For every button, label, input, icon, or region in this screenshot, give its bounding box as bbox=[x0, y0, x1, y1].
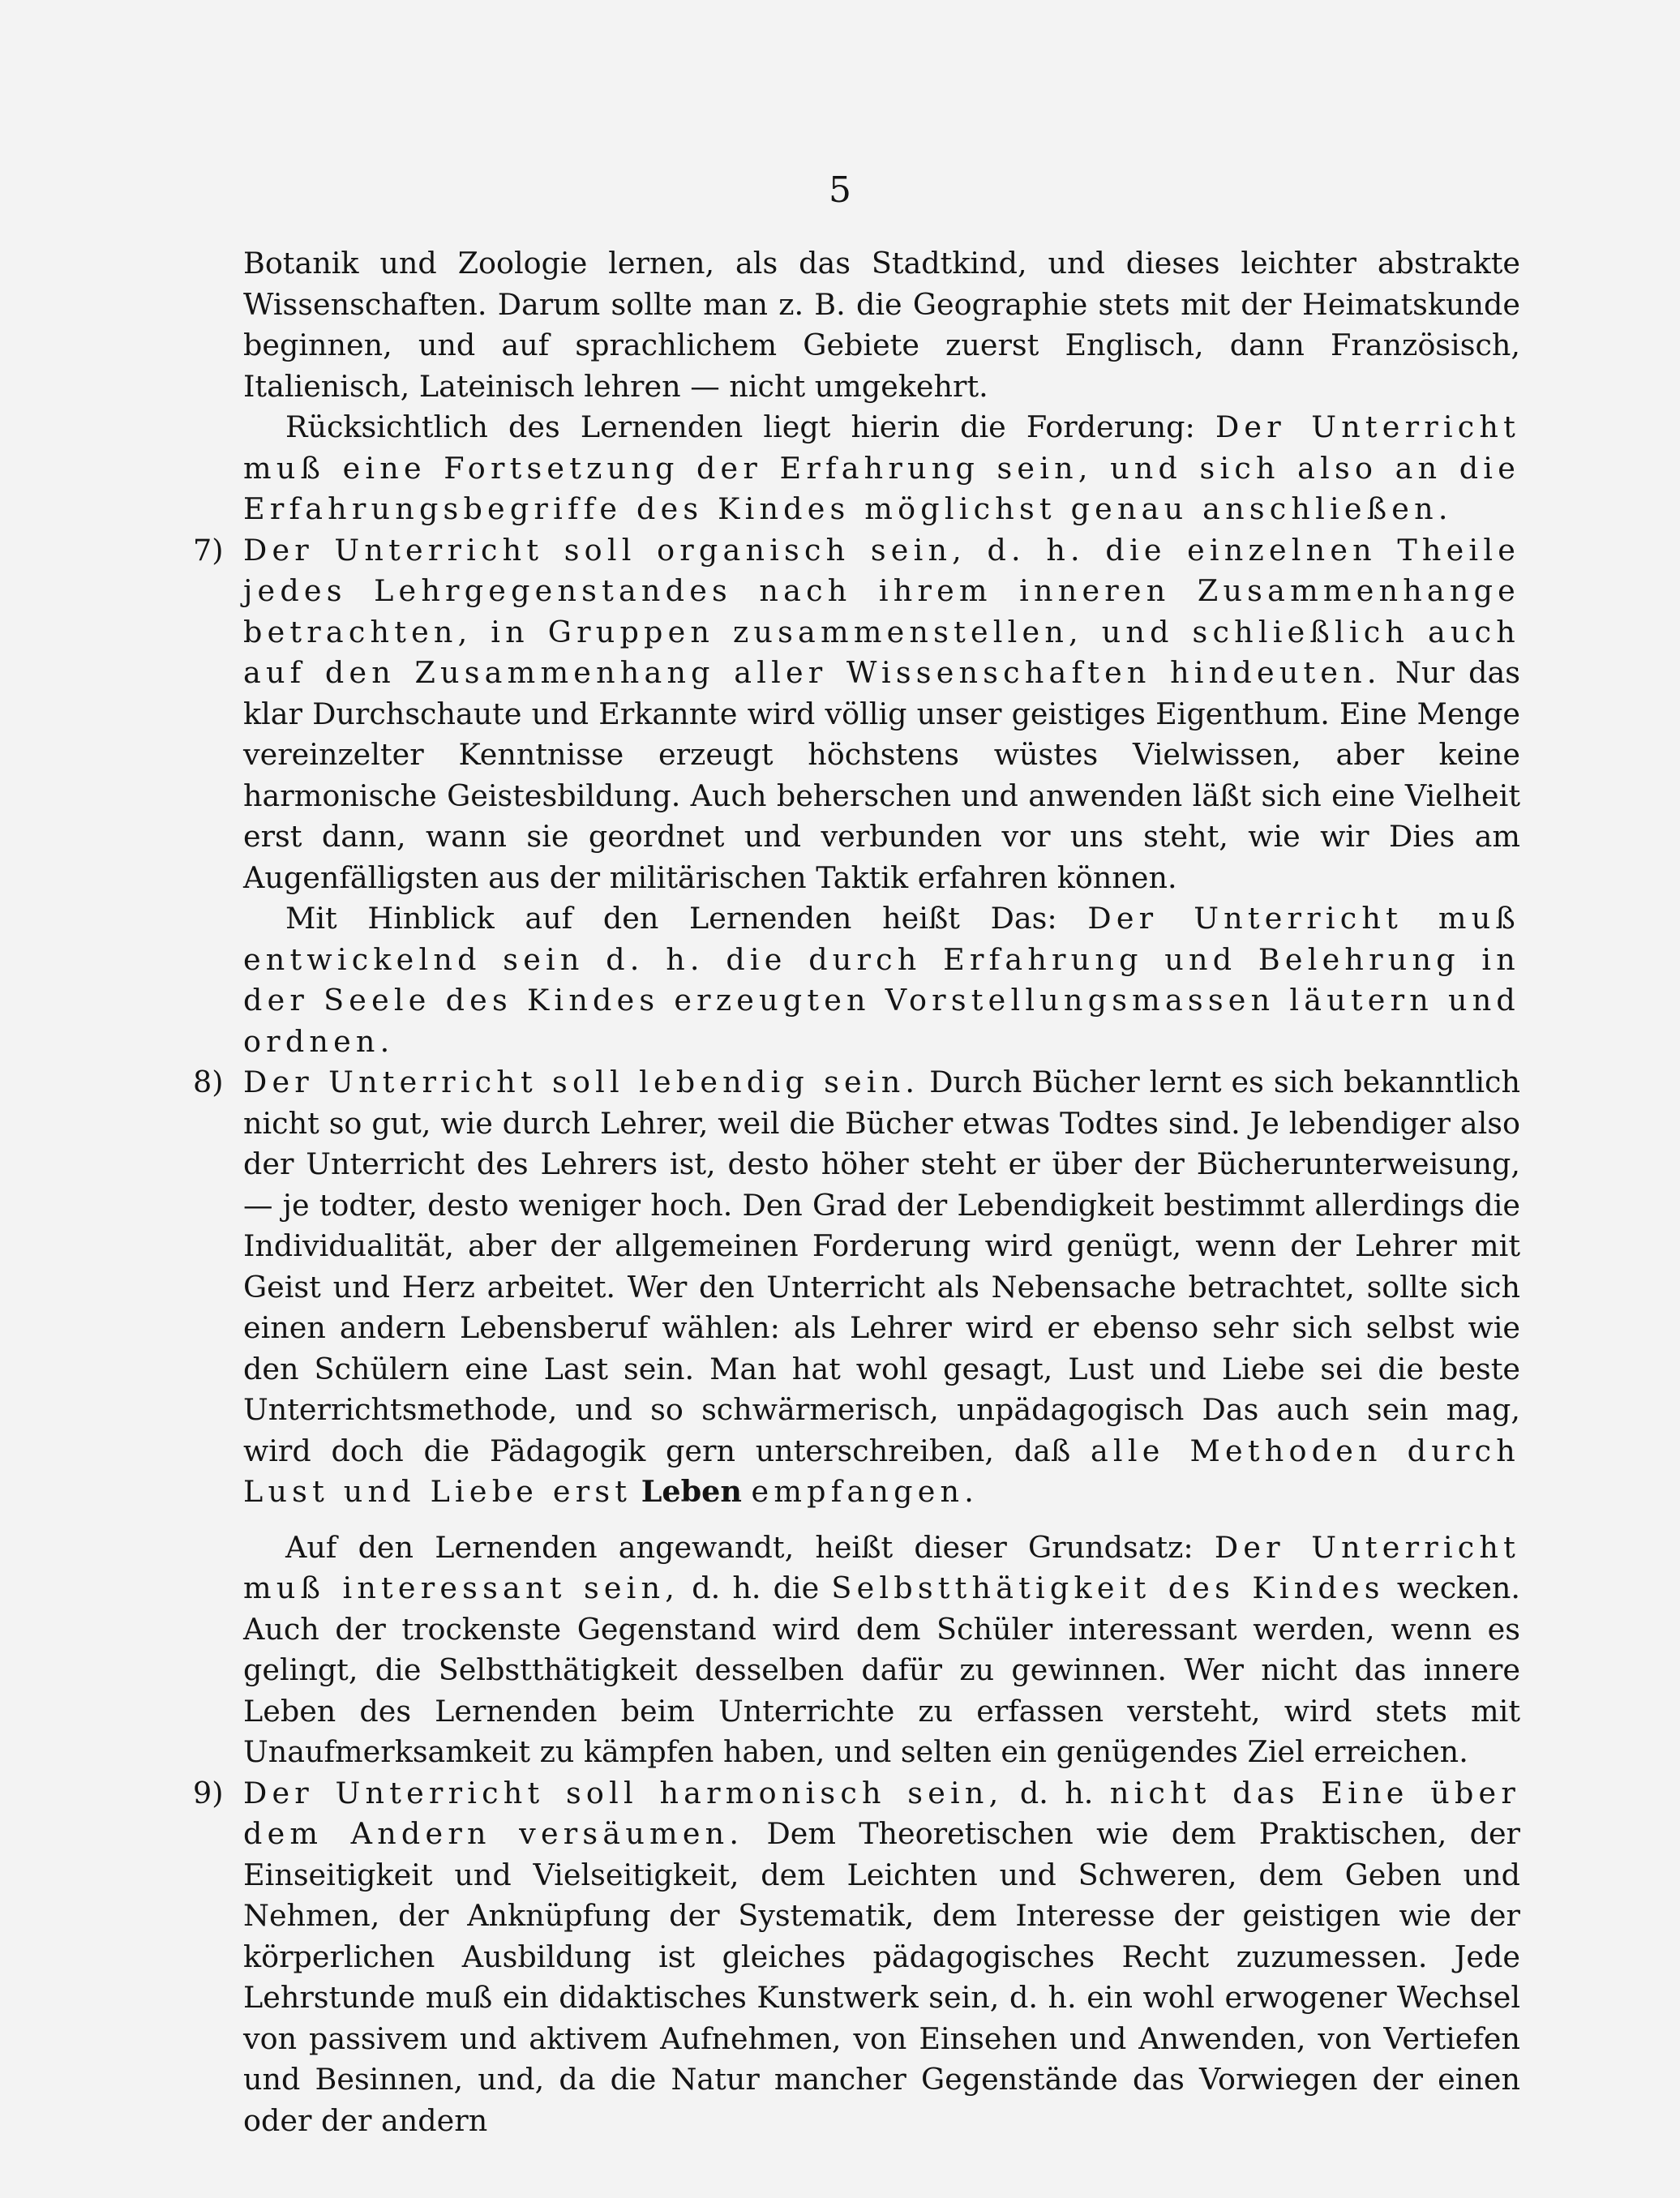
spaced-emphasis-text: Der Unterricht muß entwickelnd sein bbox=[243, 901, 1520, 977]
page-number: 5 bbox=[829, 169, 851, 211]
body-text bbox=[193, 243, 1521, 2141]
text-run: Auf den Lernenden angewandt, heißt dieser Grundsatz: bbox=[285, 1529, 1215, 1565]
item-number: 8) bbox=[193, 1065, 224, 1099]
item-number: 9) bbox=[193, 1775, 224, 1810]
spaced-emphasis-text: empfangen. bbox=[751, 1474, 979, 1509]
text-run: Durch Bücher lernt es sich bekanntlich nicht so gut, wie durch Lehrer, weil die Bücher etwas Todtes sind. Je lebendiger also der Unterricht des Lehrers ist, desto höher steht er über der Bücherunterweisung, — je todter, desto weniger hoch. Den Grad der Lebendigkeit bestimmt allerdings die Individualität, aber der allgemeinen Forderung wird genügt, wenn der Lehrer mit Geist und Herz arbeitet. Wer den Unterricht als Nebensache betrachtet, sollte sich einen andern Lebensberuf wählen: als Lehrer wird er ebenso sehr sich selbst wie den Schülern eine Last sein. Man hat wohl gesagt, Lust und Liebe sei die beste Unterrichtsmethode, und so schwärmerisch, unpädagogisch Das auch sein mag, wird doch die Pädagogik gern unterschreiben, daß bbox=[243, 1065, 1520, 1468]
spaced-emphasis-text: nicht das Eine über dem Andern versäumen. bbox=[243, 1775, 1520, 1851]
spaced-emphasis-text: Der Unterricht muß interessant sein, bbox=[243, 1529, 1520, 1605]
text-run: Nur das klar Durchschaute und Erkannte wird völlig unser geistiges Eigenthum. Eine Menge vereinzelter Kenntnisse erzeugt höchstens wüstes Vielwissen, aber keine harmonische Geistesbildung. Auch beherschen und anwenden läßt sich eine Vielheit erst dann, wann sie geordnet und verbunden vor uns steht, wie wir Dies am Augenfälligsten aus der militärischen Taktik erfahren können. bbox=[243, 655, 1520, 895]
paragraph-1 bbox=[243, 243, 1520, 407]
text-run bbox=[632, 1474, 641, 1509]
spaced-emphasis-text: Der Unterricht soll organisch sein, d. h. die einzelnen Theile jedes Lehrgegenstandes nach ihrem inneren Zusammenhange betrachten, in Gruppen zusammenstellen, und schließlich auch auf den Zusammenhang aller Wissenschaften hindeuten. bbox=[243, 532, 1520, 690]
text-run: Dem Theoretischen wie dem Praktischen, der Einseitigkeit und Vielseitigkeit, dem Leichten und Schweren, dem Geben und Nehmen, der Anknüpfung der Systematik, dem Interesse der geistigen wie der körperlichen Ausbildung ist gleiches pädagogisches Recht zuzumessen. Jede Lehrstunde muß ein didaktisches Kunstwerk sein, d. h. ein wohl erwogener Wechsel von passivem und aktivem Aufnehmen, von Einsehen und Anwenden, von Vertiefen und Besinnen, und, da die Natur mancher Gegenstände das Vorwiegen der einen oder der andern bbox=[243, 1816, 1520, 2138]
text-run: Rücksichtlich des Lernenden liegt hierin die Forderung: bbox=[285, 409, 1215, 444]
spaced-emphasis-text: Der Unterricht soll harmonisch sein, bbox=[243, 1775, 1004, 1810]
text-run: d. h. die bbox=[679, 1570, 832, 1605]
numbered-item-7 bbox=[193, 530, 1520, 899]
numbered-item-8 bbox=[193, 1062, 1520, 1513]
paragraph-2 bbox=[243, 407, 1520, 530]
paragraph-4 bbox=[243, 898, 1520, 1062]
numbered-item-9 bbox=[193, 1773, 1520, 2142]
spaced-emphasis-text: d. h. die durch Erfahrung und Belehrung in der Seele des Kindes erzeugten Vorstellungsmassen läutern und ordnen. bbox=[243, 941, 1520, 1059]
item-number: 7) bbox=[193, 532, 224, 568]
spaced-emphasis-text: Der Unterricht soll lebendig sein. bbox=[243, 1065, 920, 1099]
paragraph-6 bbox=[243, 1527, 1520, 1773]
text-run: Botanik und Zoologie lernen, als das Stadtkind, und dieses leichter abstrakte Wissenschaften. Darum sollte man z. B. die Geographie stets mit der Heimatskunde beginnen, und auf sprachlichem Gebiete zuerst Englisch, dann Französisch, Italienisch, Lateinisch lehren — nicht umgekehrt. bbox=[243, 246, 1520, 404]
text-run: wecken. Auch der trockenste Gegenstand wird dem Schüler interessant werden, wenn es gelingt, die Selbstthätigkeit desselben dafür zu gewinnen. Wer nicht das innere Leben des Lernenden beim Unterrichte zu erfassen versteht, wird stets mit Unaufmerksamkeit zu kämpfen haben, und selten ein genügendes Ziel erreichen. bbox=[243, 1570, 1520, 1769]
text-run bbox=[742, 1474, 752, 1509]
spaced-emphasis-text: Der Unterricht muß eine Fortsetzung der Erfahrung sein, und sich also an die Erfahrungsbegriffe des Kindes möglichst genau anschließen. bbox=[243, 409, 1521, 526]
spaced-emphasis-text: Selbstthätigkeit des Kindes bbox=[831, 1570, 1385, 1605]
bold-text: Leben bbox=[641, 1474, 742, 1509]
text-run: Mit Hinblick auf den Lernenden heißt Das: bbox=[285, 901, 1088, 936]
text-run: d. h. bbox=[1003, 1775, 1110, 1810]
spaced-emphasis-text: alle Methoden durch Lust und Liebe erst bbox=[243, 1433, 1520, 1509]
